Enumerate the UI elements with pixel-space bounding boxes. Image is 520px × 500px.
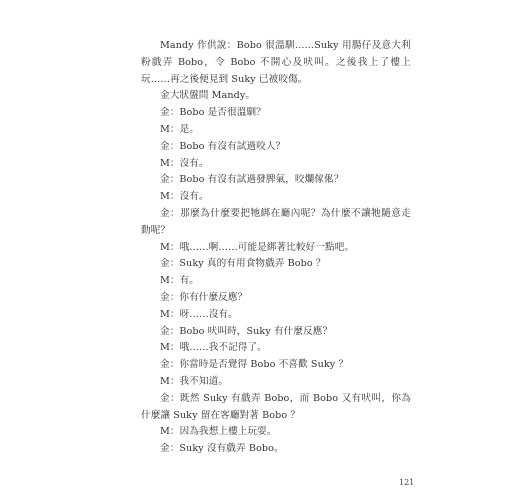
body-text: [141, 38, 411, 458]
dialogue-line: 金：Bobo 是否很溫馴？: [160, 107, 266, 119]
dialogue-line: 金：你當時是否覺得 Bobo 不喜歡 Suky ？: [160, 359, 349, 371]
dialogue-line: M：沒有。: [160, 191, 209, 203]
dialogue-line: M：是。: [160, 123, 200, 135]
dialogue-line: M：哦……我不記得了。: [160, 342, 267, 354]
paragraph-testimony: Mandy 作供說：Bobo 很溫馴……Suky 用腸仔及意大利粉戲弄 Bobo，令 Bobo 不開心及吠叫。之後我上了樓上玩……再之後便見到 Suky 已被咬傷。: [141, 40, 411, 85]
dialogue-line: 金：Suky 真的有用食物戲弄 Bobo ？: [160, 258, 326, 270]
dialogue-line: 金：Suky 沒有戲弄 Bobo。: [160, 443, 284, 455]
dialogue-line: 金：Bobo 吠叫時，Suky 有什麼反應？: [160, 325, 333, 337]
dialogue-line: M：有。: [160, 275, 200, 287]
paragraph-cross-exam-intro: 金大狀盤問 Mandy。: [160, 90, 256, 102]
dialogue-line: 金：那麼為什麼要把牠綁在廳內呢？為什麼不讓牠隨意走動呢？: [141, 207, 411, 236]
dialogue-line: M：呀……沒有。: [160, 308, 238, 320]
dialogue-line: 金：你有什麼反應？: [160, 291, 248, 303]
dialogue-line: M：我不知道。: [160, 375, 229, 387]
dialogue-line: M：沒有。: [160, 157, 209, 169]
page-number: 121: [399, 478, 415, 487]
dialogue-line: M：哦……啊……可能是綁著比較好一點吧。: [160, 241, 355, 253]
dialogue-line: 金：既然 Suky 有戲弄 Bobo，而 Bobo 又有吠叫，你為什麼讓 Suky 留在客廳對著 Bobo ？: [141, 392, 411, 421]
dialogue-line: 金：Bobo 有沒有試過發脾氣，咬爛傢俬？: [160, 174, 344, 186]
dialogue-line: M：因為我想上樓上玩耍。: [160, 426, 277, 438]
dialogue-line: 金：Bobo 有沒有試過咬人？: [160, 140, 286, 152]
